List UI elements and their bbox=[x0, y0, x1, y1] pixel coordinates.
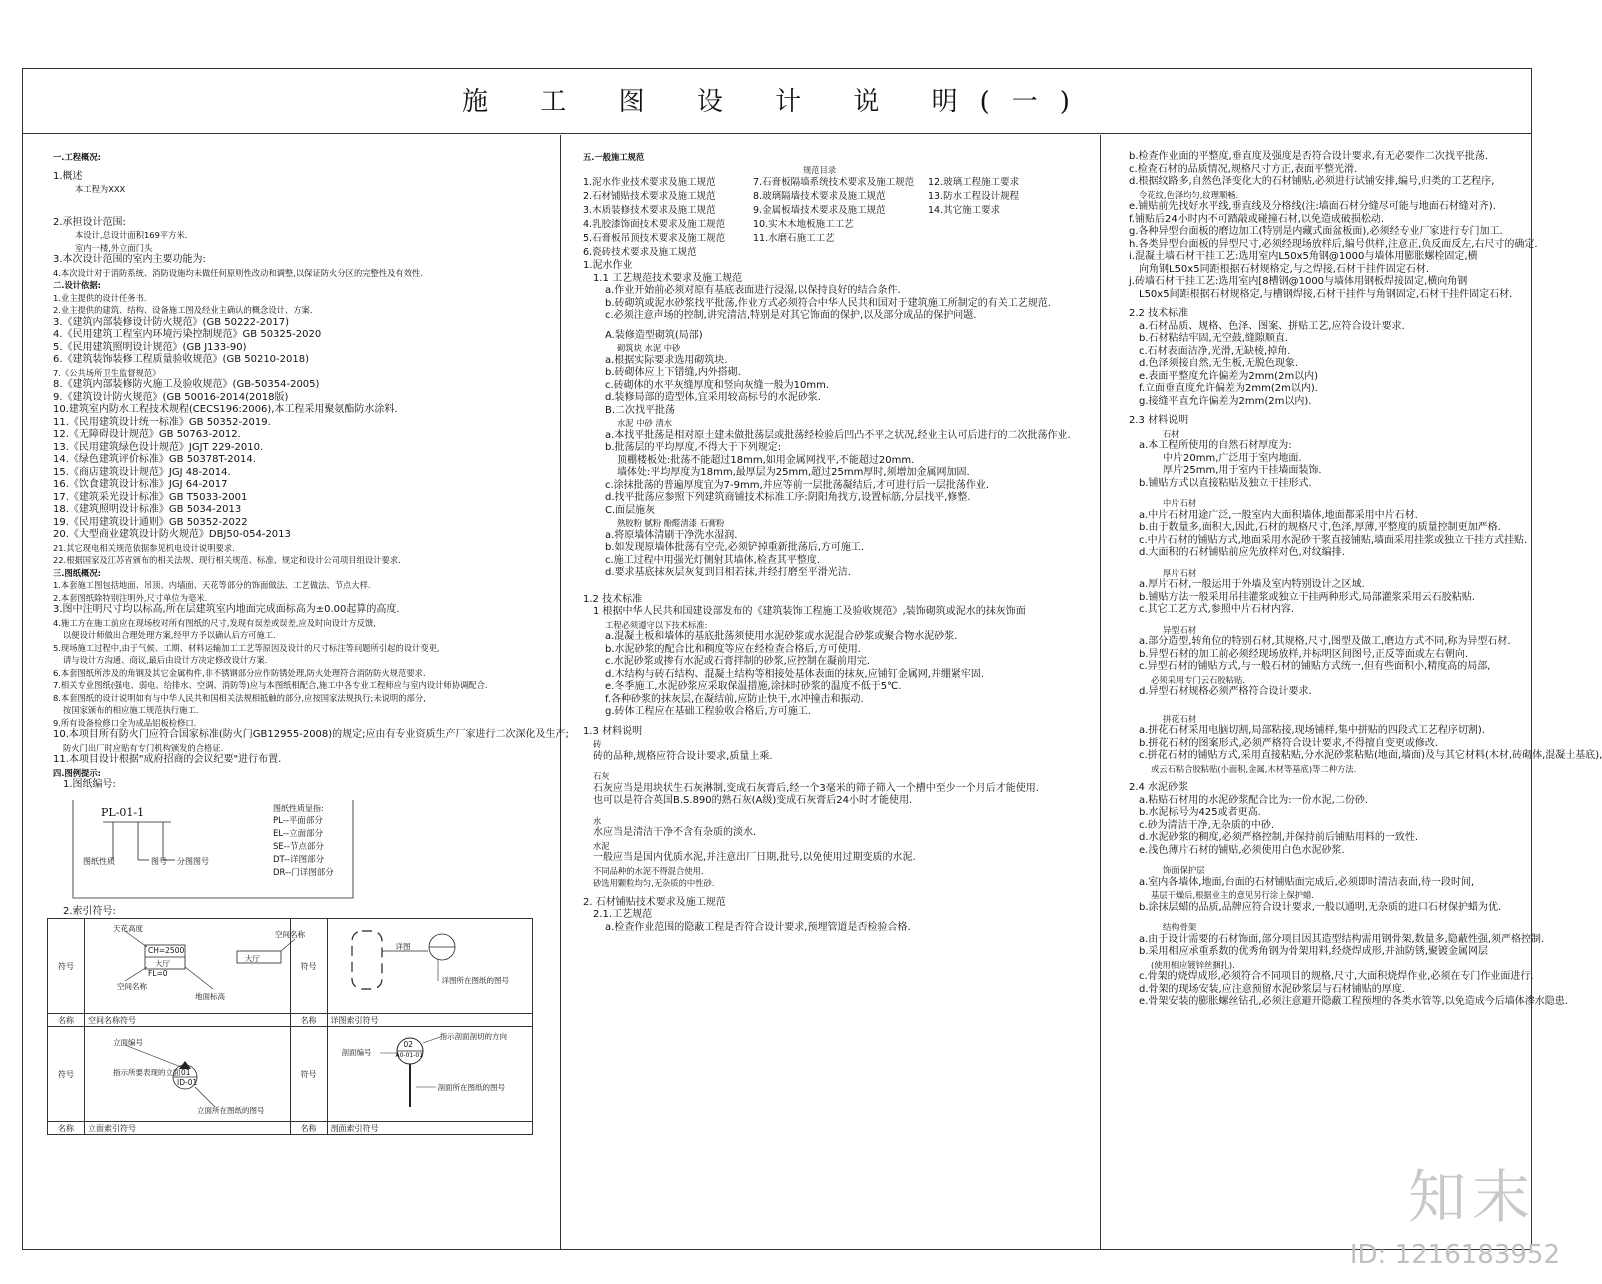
note-line: 必须采用专门云石胶粘贴. bbox=[1151, 674, 1245, 685]
note-line: 2.承担设计范围: bbox=[53, 216, 126, 228]
note-line: f.各种砂浆的抹灰层,在凝结前,应防止快干,水冲撞击和振动. bbox=[605, 693, 864, 705]
toc-item: 3.木质装修技术要求及施工规范 bbox=[583, 205, 716, 216]
note-line: c.检查石材的品质情况,规格尺寸方正,表面平整光滑. bbox=[1129, 163, 1358, 175]
note-line: 1.泥水作业 bbox=[583, 260, 633, 271]
note-line: 6.本套图纸所涉及的角钢及其它金属构件,非不锈钢部分应作防锈处理,防火处理符合消防防火规范要求. bbox=[53, 667, 426, 678]
note-line: L50x5间距根据石材规格定,与槽钢焊接,石材干挂件与角钢固定,石材干挂件固定石材. bbox=[1139, 288, 1513, 300]
column-construction-specs bbox=[561, 135, 1101, 1249]
toc-item bbox=[753, 246, 928, 260]
name-key-2: 名称 bbox=[290, 1014, 327, 1027]
note-line: 2.3 材料说明 bbox=[1129, 415, 1189, 426]
drawing-number-legend bbox=[83, 798, 443, 898]
note-line: 三.图纸概况: bbox=[53, 567, 101, 578]
note-line: a.由于设计需要的石材饰面,部分项目因其造型结构需用钢骨架,数量多,隐蔽性强,须严格控制. bbox=[1139, 933, 1545, 945]
note-line: c.异型石材的铺贴方式,与一般石材的铺贴方式统一,但有些面积小,精度高的局部, bbox=[1139, 661, 1491, 672]
note-line: 12.《无障碍设计规范》GB 50763-2012. bbox=[53, 429, 241, 440]
symbol-table bbox=[47, 918, 533, 1135]
note-line: 水泥 中砂 清水 bbox=[617, 418, 673, 428]
note-line: 厚片25mm,用于室内干挂墙面装饰. bbox=[1163, 465, 1322, 476]
note-line: c.骨架的烧焊成形,必须符合不同项目的规格,尺寸,大面积烧焊作业,必须在专门作业面进行. bbox=[1139, 971, 1534, 982]
toc-item: 1.泥水作业技术要求及施工规范 bbox=[583, 177, 716, 188]
note-line: b.异型石材的加工前必须经现场放样,并标明区间图号,正反等面或左右朝向. bbox=[1139, 648, 1469, 660]
note-line: b.批荡层的平均厚度,不得大于下列规定: bbox=[605, 442, 782, 453]
note-line: 3.图中注明尺寸均以标高,所在层建筑室内地面完成面标高为±0.00起算的高度. bbox=[53, 604, 400, 615]
space-name-symbol-name: 空间名称符号 bbox=[85, 1014, 291, 1027]
note-line: 20.《大型商业建筑设计防火规范》DBJ50-054-2013 bbox=[53, 529, 291, 540]
spacer bbox=[53, 164, 550, 171]
mark-detail-sheet: 详图所在图纸的图号 bbox=[441, 976, 509, 985]
note-line: g.各种异型台面板的磨边加工(特别是内藏式面盆板面),必须经专业厂家进行专门加工. bbox=[1129, 226, 1503, 237]
note-line: 18.《建筑照明设计标准》GB 5034-2013 bbox=[53, 504, 242, 515]
note-line: 砂选用颗粒均匀,无杂质的中性砂. bbox=[593, 878, 715, 888]
note-line: 或云石粘合胶粘贴(小面积,金属,木材等基底)等二种方法. bbox=[1151, 763, 1357, 774]
note-line: 11.本项目设计根据"成府招商的会议纪要"进行布置. bbox=[53, 754, 282, 765]
note-line: h.各类异型台面板的异型尺寸,必须经现场放样后,编号供样,注意正,负反面反左,右尺寸的确定. bbox=[1129, 238, 1538, 250]
general-notes bbox=[53, 151, 569, 792]
label-type: 图纸性质 bbox=[83, 856, 115, 866]
note-line: 14.《绿色建筑评价标准》GB 50378T-2014. bbox=[53, 454, 256, 465]
note-line: 也可以是符合英国B.S.890的熟石灰(A级)变成石灰膏后24小时才能使用. bbox=[593, 795, 913, 806]
spacer bbox=[583, 323, 1092, 330]
note-line: a.本找平批荡是相对原土建未做批荡层或批荡经检验后凹凸不平之状况,经业主认可后进行的二次批荡作业. bbox=[605, 429, 1071, 441]
note-line: 中片20mm,广泛用于室内地面. bbox=[1163, 452, 1302, 464]
label-number: 图号 bbox=[151, 856, 167, 866]
note-line: 顶棚楼板处:批荡不能超过18mm,如用金属网找平,不能超过20mm. bbox=[617, 454, 915, 466]
note-line: d.色泽须接自然,无生板,无脱色现象. bbox=[1139, 358, 1299, 369]
note-line: e.冬季施工,水泥砂浆应采取保温措施,涂抹时砂浆的温度不低于5℃. bbox=[605, 681, 902, 692]
note-line: b.如发现原墙体批荡有空壳,必须铲掉重新批荡后,方可施工. bbox=[605, 542, 865, 553]
name-key: 名称 bbox=[48, 1014, 85, 1027]
mark-ceiling-height: 天花高度 bbox=[113, 924, 143, 933]
spacer bbox=[583, 580, 1092, 587]
symbol-key-4: 符号 bbox=[290, 1027, 327, 1122]
spacer bbox=[53, 196, 550, 203]
note-line: c.石材表面洁净,光滑,无缺棱,掉角. bbox=[1139, 345, 1291, 357]
toc-item: 10.实木木地板施工工艺 bbox=[753, 219, 854, 230]
note-line: 石灰 bbox=[593, 771, 610, 781]
mark-section-id: 02 bbox=[403, 1040, 414, 1049]
toc-item: 12.玻璃工程施工要求 bbox=[928, 177, 1020, 188]
note-line: 2.本套图纸除特别注明外,尺寸单位为毫米. bbox=[53, 592, 208, 603]
note-line: 砖的品种,规格应符合设计要求,质量上乘. bbox=[593, 750, 773, 762]
note-line: 8.《建筑内部装修防火施工及验收规范》(GB-50354-2005) bbox=[53, 379, 320, 390]
note-line: e.表面平整度允许偏差为2mm(2m以内) bbox=[1139, 370, 1319, 382]
legend-dr: DR--门详图部分 bbox=[273, 867, 334, 878]
note-line: C.面层施灰 bbox=[605, 504, 656, 516]
detail-index-symbol-name: 详图索引符号 bbox=[327, 1014, 533, 1027]
note-line: 本工程为XXX bbox=[75, 184, 126, 194]
toc-item: 7.石膏板隔墙系统技术要求及施工规范 bbox=[753, 177, 915, 188]
symbol-key: 符号 bbox=[48, 919, 85, 1014]
note-line: b.水泥砂浆的配合比和稠度等应在经检查合格后,方可使用. bbox=[605, 643, 861, 655]
note-line: 向角钢L50x5同距根据石材规格定,与之焊接,石材干挂件固定石材. bbox=[1139, 263, 1430, 275]
note-line: 饰面保护层 bbox=[1163, 865, 1205, 875]
note-line: 13.《民用建筑绿色设计规范》JGJT 229-2010. bbox=[53, 441, 264, 453]
spacer bbox=[1129, 560, 1527, 567]
sheet-title: 施 工 图 设 计 说 明(一) bbox=[23, 69, 1531, 134]
toc-item: 13.防水工程设计规程 bbox=[928, 191, 1020, 202]
mark-elevation-sheet: 立面所在图纸的图号 bbox=[197, 1106, 265, 1115]
mark-detail: 详图 bbox=[395, 942, 411, 951]
spacer bbox=[1129, 706, 1527, 713]
mark-fl: FL=0 bbox=[148, 969, 168, 978]
note-line: a.室内各墙体,地面,台面的石材铺贴面完成后,必须即时清洁表面,待一段时间, bbox=[1139, 876, 1475, 888]
note-line: 6.《建筑装饰装修工程质量验收规范》(GB 50210-2018) bbox=[53, 354, 310, 365]
mark-elevation-sheet-id: ID-01 bbox=[177, 1078, 198, 1087]
mark-ch: CH=2500 bbox=[148, 946, 185, 955]
toc-title: 规范目录 bbox=[803, 164, 837, 175]
note-line: 砌筑块 水泥 中砂 bbox=[617, 343, 681, 353]
note-line: 10.建筑室内防水工程技术规程(CECS196:2006),本工程采用聚氨酯防水涂料. bbox=[53, 404, 398, 415]
note-line: c.必须注意声场的控制,讲究清洁,特别是对其它饰面的保护,以及部分成品的保护问题. bbox=[605, 310, 977, 321]
note-line: d.水泥砂浆的稠度,必须严格控制,并保持前后铺贴用料的一致性. bbox=[1139, 832, 1419, 843]
spacer bbox=[53, 210, 550, 217]
mark-hall: 大厅 bbox=[155, 959, 170, 968]
note-line: 拼花石材 bbox=[1163, 713, 1197, 724]
note-line: 工程必须遵守以下技术标准: bbox=[605, 619, 708, 630]
note-line: 请与设计方沟通、商议,最后由设计方决定修改设计方案. bbox=[63, 655, 268, 665]
spacer bbox=[1129, 857, 1527, 864]
mark-elevation-id: 01 bbox=[181, 1068, 191, 1077]
legend-el: EL--立面部分 bbox=[273, 828, 324, 839]
note-line: 本设计,总设计面积169平方米. bbox=[75, 230, 188, 240]
note-line: d.骨架的现场安装,应注意预留水泥砂浆层与石材铺贴的厚度. bbox=[1139, 983, 1405, 995]
note-line: 一般应当是国内优质水泥,并注意出厂日期,批号,以免使用过期变质的水泥. bbox=[593, 852, 916, 863]
spacer bbox=[1129, 617, 1527, 624]
note-line: b.由于数量多,面积大,因此,石材的规格尺寸,色泽,厚薄,平整度的质量控制更加严格. bbox=[1139, 522, 1501, 533]
spacer bbox=[1129, 699, 1527, 706]
toc-item bbox=[928, 218, 1048, 232]
note-line: a.将原墙体清刷干净洗水湿润. bbox=[605, 529, 738, 541]
note-line: 19.《民用建筑设计通则》GB 50352-2022 bbox=[53, 516, 248, 528]
mark-section-sheet: 剖面所在图纸的图号 bbox=[437, 1083, 505, 1092]
note-line: 5.现场施工过程中,由于气候、工期、材料运输加工工艺等原因及设计的尺寸标注等问题所引起的设计变更, bbox=[53, 642, 440, 653]
note-line: 4.本次设计对于消防系统、消防设施均未做任何原则性改动和调整,以保证防火分区的完整性及有效性. bbox=[53, 267, 423, 278]
note-line: e.骨架安装的膨胀螺丝钻孔,必须注意避开隐蔽工程预埋的各类水管等,以免造成今后墙体渗水隐患. bbox=[1139, 996, 1568, 1007]
note-line: 2. 石材铺贴技术要求及施工规范 bbox=[583, 896, 726, 908]
mark-hall-2: 大厅 bbox=[245, 954, 260, 963]
note-line: 熟胶粉 腻粉 酚醛清漆 石膏粉 bbox=[617, 518, 725, 528]
note-line: c.拼花石材的铺贴方式,采用直接粘贴,分水泥砂浆粘贴(地面,墙面)及与其它材料(木材,砖砌体,混凝土基底), bbox=[1139, 750, 1602, 761]
note-line: 二.设计依据: bbox=[53, 280, 101, 290]
note-line: a.粘贴石材用的水泥砂浆配合比为:一份水泥,二份砂. bbox=[1139, 794, 1369, 806]
note-line: 防火门出厂时应贴有专门机构颁发的合格证. bbox=[63, 742, 224, 753]
note-line: 1.图纸编号: bbox=[63, 779, 116, 790]
note-line: e.铺贴前先找好水平线,垂直线及分格线(注:墙面石材分缝尽可能与地面石材缝对齐). bbox=[1129, 201, 1496, 212]
elevation-index-symbol bbox=[85, 1027, 291, 1122]
note-line: g.接缝平直允许偏差为2mm(2m以内). bbox=[1139, 395, 1312, 407]
note-line: b.铺贴方法一般采用吊挂灌浆或独立干挂两种形式,局部灌浆采用云石胶粘贴. bbox=[1139, 591, 1475, 603]
note-line: c.施工过程中用强光灯侧射其墙体,检查其平整度. bbox=[605, 554, 821, 566]
drawing-code: PL-01-1 bbox=[101, 805, 145, 819]
note-line: c.砂为清洁干净,无杂质的中砂. bbox=[1139, 819, 1275, 831]
note-line: 厚片石材 bbox=[1163, 567, 1197, 578]
mark-space-name: 空间名称 bbox=[117, 982, 147, 991]
note-line: 石材 bbox=[1163, 428, 1180, 439]
spacer bbox=[1129, 490, 1527, 497]
note-line: 1.概述 bbox=[53, 170, 83, 182]
note-line: 基层干燥后,根据业主的意见另行涂上保护蜡. bbox=[1151, 890, 1314, 900]
note-line: 7.相关专业图纸(强电、弱电、给排水、空调、消防等)应与本图纸相配合,施工中各专业工程师应与室内设计师协调配合. bbox=[53, 680, 488, 690]
note-line: 5.《民用建筑照明设计规范》(GB J133-90) bbox=[53, 341, 247, 353]
note-line: a.中片石材用途广泛,一般室内大面积墙体,地面都采用中片石材. bbox=[1139, 509, 1418, 521]
toc-item: 4.乳胶漆饰面技术要求及施工规范 bbox=[583, 219, 726, 230]
mark-elevation-view: 指示所要表现的立面 bbox=[113, 1068, 181, 1077]
name-key-4: 名称 bbox=[290, 1122, 327, 1135]
note-line: B.二次找平批荡 bbox=[605, 404, 676, 416]
legend-dt: DT--详图部分 bbox=[273, 854, 325, 865]
drawing-code-leaders bbox=[83, 798, 443, 898]
index-symbol-heading: 2.索引符号: bbox=[63, 905, 116, 917]
label-part: 分图图号 bbox=[177, 856, 209, 866]
spacer bbox=[1129, 914, 1527, 921]
note-line: a.作业开始前必须对原有基底表面进行浸湿,以保持良好的结合条件. bbox=[605, 285, 901, 296]
note-line: d.大面积的石材铺贴前应先放样对色,对纹编排. bbox=[1139, 547, 1345, 558]
note-line: b.砖砌筑或泥水砂浆找平批荡,作业方式必须符合中华人民共和国对于建筑施工所制定的有关工艺规范. bbox=[605, 297, 1051, 309]
masonry-and-stone-specs bbox=[583, 260, 1092, 934]
note-line: d.异型石材规格必须严格符合设计要求. bbox=[1139, 686, 1312, 697]
note-line: e.浅色薄片石材的铺贴,必须使用白色水泥砂浆. bbox=[1139, 844, 1345, 856]
toc-item: 2.石材铺贴技术要求及施工规范 bbox=[583, 191, 716, 202]
mark-section-sheet-id: A0-01-01 bbox=[395, 1052, 424, 1059]
toc-item: 14.其它施工要求 bbox=[928, 205, 1001, 216]
note-line: b.检查作业面的平整度,垂直度及强度是否符合设计要求,有无必要作二次找平批荡. bbox=[1129, 151, 1489, 162]
note-line: b.拼花石材的图案形式,必须严格符合设计要求,不得擅自变更或修改. bbox=[1139, 737, 1439, 749]
note-line: 2.4 水泥砂浆 bbox=[1129, 782, 1189, 793]
note-line: 1.1 工艺规范技术要求及施工规范 bbox=[593, 272, 743, 284]
mark-section-direction: 指示剖面剖切的方向 bbox=[439, 1032, 507, 1041]
toc-item bbox=[928, 232, 1048, 246]
note-line: 16.《饮食建筑设计标准》JGJ 64-2017 bbox=[53, 479, 228, 490]
note-line: 墙体处:平均厚度为18mm,最厚层为25mm,超过25mm厚时,须增加金属网加固. bbox=[617, 467, 970, 478]
legend-pl: PL--平面部分 bbox=[273, 815, 323, 826]
toc-item: 8.玻璃隔墙技术要求及施工规范 bbox=[753, 191, 886, 202]
note-line: d.装修局部的造型体,宜采用较高标号的水泥砂浆. bbox=[605, 392, 821, 403]
note-line: b.涂抹层蜡的品质,品牌应符合设计要求,一般以通明,无杂质的进口石材保护蜡为优. bbox=[1139, 901, 1502, 913]
toc-item: 6.瓷砖技术要求及施工规范 bbox=[583, 247, 697, 258]
note-line: 异型石材 bbox=[1163, 624, 1197, 635]
note-line: b.水泥标号为425或者更高. bbox=[1139, 807, 1261, 818]
spacer bbox=[583, 719, 1092, 726]
legend-se: SE--节点部分 bbox=[273, 841, 324, 852]
note-line: d.找平批荡应参照下列建筑商铺技术标准工序:阴阳角找方,设置标筋,分层找平,修整. bbox=[605, 492, 971, 503]
spacer bbox=[583, 587, 1092, 594]
note-line: 一.工程概况: bbox=[53, 152, 101, 162]
detail-symbol-drawing bbox=[328, 919, 528, 1013]
note-line: 1.本套施工图包括地面、吊顶、内墙面、天花等部分的饰面做法、工艺做法、节点大样. bbox=[53, 580, 371, 590]
column-general bbox=[23, 135, 569, 1249]
note-line: 10.本项目所有防火门应符合国家标准(防火门GB12955-2008)的规定;应由有专业资质生产厂家进行二次深化及生产; bbox=[53, 729, 569, 740]
column-stone-specs bbox=[1101, 135, 1602, 1249]
note-line: j.砖墙石材干挂工艺:选用室内[8槽钢@1000与墙体用钢板焊接固定,横向角钢 bbox=[1129, 276, 1468, 287]
note-line: 砖 bbox=[593, 739, 602, 749]
spacer bbox=[53, 203, 550, 210]
note-line: c.其它工艺方式,参照中片石材内容. bbox=[1139, 604, 1295, 615]
note-line: d.根据纹路多,自然色泽变化大的石材铺贴,必须进行试铺安排,编号,归类的工艺程序, bbox=[1129, 176, 1495, 187]
note-line: c.水泥砂浆或掺有水泥或石膏拌制的砂浆,应控制在凝前用完. bbox=[605, 656, 871, 667]
toc-item: 9.金属板墙技术要求及施工规范 bbox=[753, 205, 886, 216]
drawing-sheet bbox=[22, 68, 1602, 1250]
section-index-symbol-name: 剖面索引符号 bbox=[327, 1122, 533, 1135]
note-line: 1.2 技术标准 bbox=[583, 593, 643, 605]
note-line: f.铺贴后24小时内不可踏敲或碰撞石材,以免造成破损松动. bbox=[1129, 213, 1385, 225]
note-line: a.拼花石材采用电脑切割,局部粘接,现场铺样,集中拼贴的四段式工艺程序切割). bbox=[1139, 725, 1485, 736]
note-line: d.木结构与砖石结构、混凝土结构等相接处基体表面的抹灰,应铺钉金属网,并绷紧牢固. bbox=[605, 668, 985, 680]
mark-section-number: 剖面编号 bbox=[341, 1048, 372, 1057]
spacer bbox=[1129, 301, 1527, 308]
note-line: 四.图例提示: bbox=[53, 767, 101, 778]
note-line: 15.《商店建筑设计规范》JGJ 48-2014. bbox=[53, 466, 231, 478]
note-line: a.检查作业范围的隐蔽工程是否符合设计要求,预埋管道是否检验合格. bbox=[605, 921, 911, 933]
detail-index-symbol bbox=[327, 919, 533, 1014]
note-line: a.本工程所使用的自然石材厚度为: bbox=[1139, 440, 1292, 451]
note-line: 2.2 技术标准 bbox=[1129, 308, 1189, 319]
note-line: a.根据实际要求选用砌筑块. bbox=[605, 354, 728, 366]
drawing-type-legend bbox=[273, 802, 334, 880]
note-line: 1 根据中华人民共和国建设部发布的《建筑装饰工程施工及验收规范》,装饰砌筑或泥水的抹灰饰面 bbox=[593, 606, 1026, 617]
note-line: 中片石材 bbox=[1163, 498, 1197, 508]
note-line: b.石材粘结牢固,无空鼓,缝隙顺直. bbox=[1139, 333, 1289, 344]
note-line: a.部分造型,转角位的特别石材,其规格,尺寸,图型及做工,磨边方式不同,称为异型石材. bbox=[1139, 636, 1511, 647]
note-line: b.采用相应承重系数的优秀角钢为骨架用料,经烧焊成形,并油防锈,聚镀金属网层 bbox=[1139, 946, 1489, 957]
watermark-id: ID: 1216183952 bbox=[1349, 1240, 1560, 1270]
note-line: 9.《建筑设计防火规范》(GB 50016-2014(2018版) bbox=[53, 391, 289, 403]
note-line: a.石材品质、规格、色泽、图案、拼贴工艺,应符合设计要求. bbox=[1139, 320, 1405, 332]
note-line: 水应当是清洁干净不含有杂质的淡水. bbox=[593, 827, 757, 838]
note-line: a.厚片石材,一般运用于外墙及室内特别设计之区域. bbox=[1139, 579, 1365, 590]
mark-space-name-2: 空间名称 bbox=[275, 930, 305, 939]
spec-table-of-contents bbox=[583, 176, 1092, 260]
space-name-symbol bbox=[85, 919, 305, 1014]
note-line: 4.《民用建筑工程室内环境污染控制规范》GB 50325-2020 bbox=[53, 329, 322, 340]
note-line: 17.《建筑采光设计标准》GB T5033-2001 bbox=[53, 491, 248, 503]
note-line: f.立面垂直度允许偏差为2mm(2m以内). bbox=[1139, 383, 1318, 394]
stone-specs-continued bbox=[1129, 151, 1602, 1009]
spacer bbox=[1129, 408, 1527, 415]
note-line: 室内一楼,外立面门头 bbox=[75, 242, 153, 253]
note-line: d.要求基底抹灰层灰复到目相若抹,并经打磨至平滑光洁. bbox=[605, 567, 851, 578]
note-line: (使用相应镀锌丝捆扎). bbox=[1151, 959, 1235, 970]
note-line: 1.业主提供的设计任务书. bbox=[53, 292, 147, 303]
note-line: 令花纹,色泽均匀,纹理顺畅. bbox=[1139, 189, 1239, 200]
note-line: 3.本次设计范围的室内主要功能为: bbox=[53, 254, 206, 265]
note-line: 9.所有设备检修口全为成品铝板检修口. bbox=[53, 717, 197, 728]
name-key-3: 名称 bbox=[48, 1122, 85, 1135]
symbol-key-2: 符号 bbox=[290, 919, 327, 1014]
toc-item: 11.水磨石施工工艺 bbox=[753, 233, 835, 244]
note-line: 水泥 bbox=[593, 840, 610, 851]
note-line: 水 bbox=[593, 815, 602, 826]
note-line: c.砖砌体的水平灰缝厚度和竖向灰缝一般为10mm. bbox=[605, 379, 830, 391]
spacer bbox=[1129, 775, 1527, 782]
note-line: 按国家颁布的相应施工规范执行施工. bbox=[63, 705, 199, 715]
note-line: 不同品种的水泥不得混合使用. bbox=[593, 865, 704, 876]
symbol-key-3: 符号 bbox=[48, 1027, 85, 1122]
note-line: b.铺贴方式以直接粘贴及独立干挂形式. bbox=[1139, 477, 1312, 489]
note-line: 22.根据国家及江苏省颁布的相关法规、现行相关规范、标准、规定和设计公司项目组设计要求. bbox=[53, 555, 401, 565]
toc-item bbox=[928, 246, 1048, 260]
spacer bbox=[583, 808, 1092, 815]
mark-floor-level: 地面标高 bbox=[195, 992, 225, 1001]
note-line: 石灰应当是用块状生石灰淋制,变成石灰膏后,经一个3毫米的筛子筛入一个槽中至少一个月后才能使用. bbox=[593, 782, 1039, 794]
note-line: 结构骨架 bbox=[1163, 922, 1197, 932]
note-line: a.混凝土板和墙体的基底批荡须使用水泥砂浆或水泥混合砂浆或聚合物水泥砂浆. bbox=[605, 631, 958, 642]
note-line: 11.《民用建筑设计统一标准》GB 50352-2019. bbox=[53, 416, 271, 428]
note-line: 7.《公共场所卫生监督规范》 bbox=[53, 367, 161, 378]
spacer bbox=[583, 890, 1092, 897]
toc-item: 5.石膏板吊顶技术要求及施工规范 bbox=[583, 233, 726, 244]
note-line: c.涂抹批荡的普遍厚度宜为7-9mm,并应等前一层批荡凝结后,才可进行后一层批荡作业. bbox=[605, 479, 990, 491]
note-line: A.装修造型砌筑(局部) bbox=[605, 329, 703, 341]
note-line: 2.业主提供的建筑、结构、设备施工图及经业主确认的概念设计、方案. bbox=[53, 305, 313, 315]
note-line: 8.本套图纸的设计说明如有与中华人民共和国相关法规相抵触的部分,应按国家法规执行;未说明的部分, bbox=[53, 692, 426, 703]
note-line: 以便设计师做出合理处理方案,经甲方予以确认后方可施工. bbox=[63, 630, 276, 640]
section-five-heading: 五.一般施工规范 bbox=[583, 152, 645, 162]
watermark-logo: 知末 bbox=[1407, 1163, 1536, 1231]
note-line: 4.施工方在施工前应在现场校对所有图纸的尺寸,发现有误差或误差,应及时向设计方反馈, bbox=[53, 617, 376, 628]
legend-heading: 图纸性质显指: bbox=[273, 803, 324, 813]
section-index-symbol bbox=[327, 1027, 533, 1122]
mark-elevation-number: 立面编号 bbox=[113, 1038, 143, 1047]
note-line: c.中片石材的铺贴方式,地面采用水泥砂干浆直接铺贴,墙面采用挂浆或独立干挂方式挂贴. bbox=[1139, 534, 1528, 546]
note-line: 21.其它现电相关规范依据参见机电设计说明要求. bbox=[53, 542, 235, 553]
note-line: b.砖砌体应上下错缝,内外搭砌. bbox=[605, 367, 741, 378]
note-line: 2.1.工艺规范 bbox=[593, 909, 653, 920]
spacer bbox=[583, 763, 1092, 770]
elevation-index-symbol-name: 立面索引符号 bbox=[85, 1122, 291, 1135]
note-line: 1.3 材料说明 bbox=[583, 725, 643, 737]
note-line: g.砖体工程应在基础工程验收合格后,方可施工. bbox=[605, 706, 811, 717]
note-line: i.混凝土墙石材干挂工艺:选用室内L50x5角钢@1000与墙体用膨胀螺栓固定,横 bbox=[1129, 251, 1478, 262]
note-line: 3.《建筑内部装修设计防火规范》(GB 50222-2017) bbox=[53, 316, 290, 328]
